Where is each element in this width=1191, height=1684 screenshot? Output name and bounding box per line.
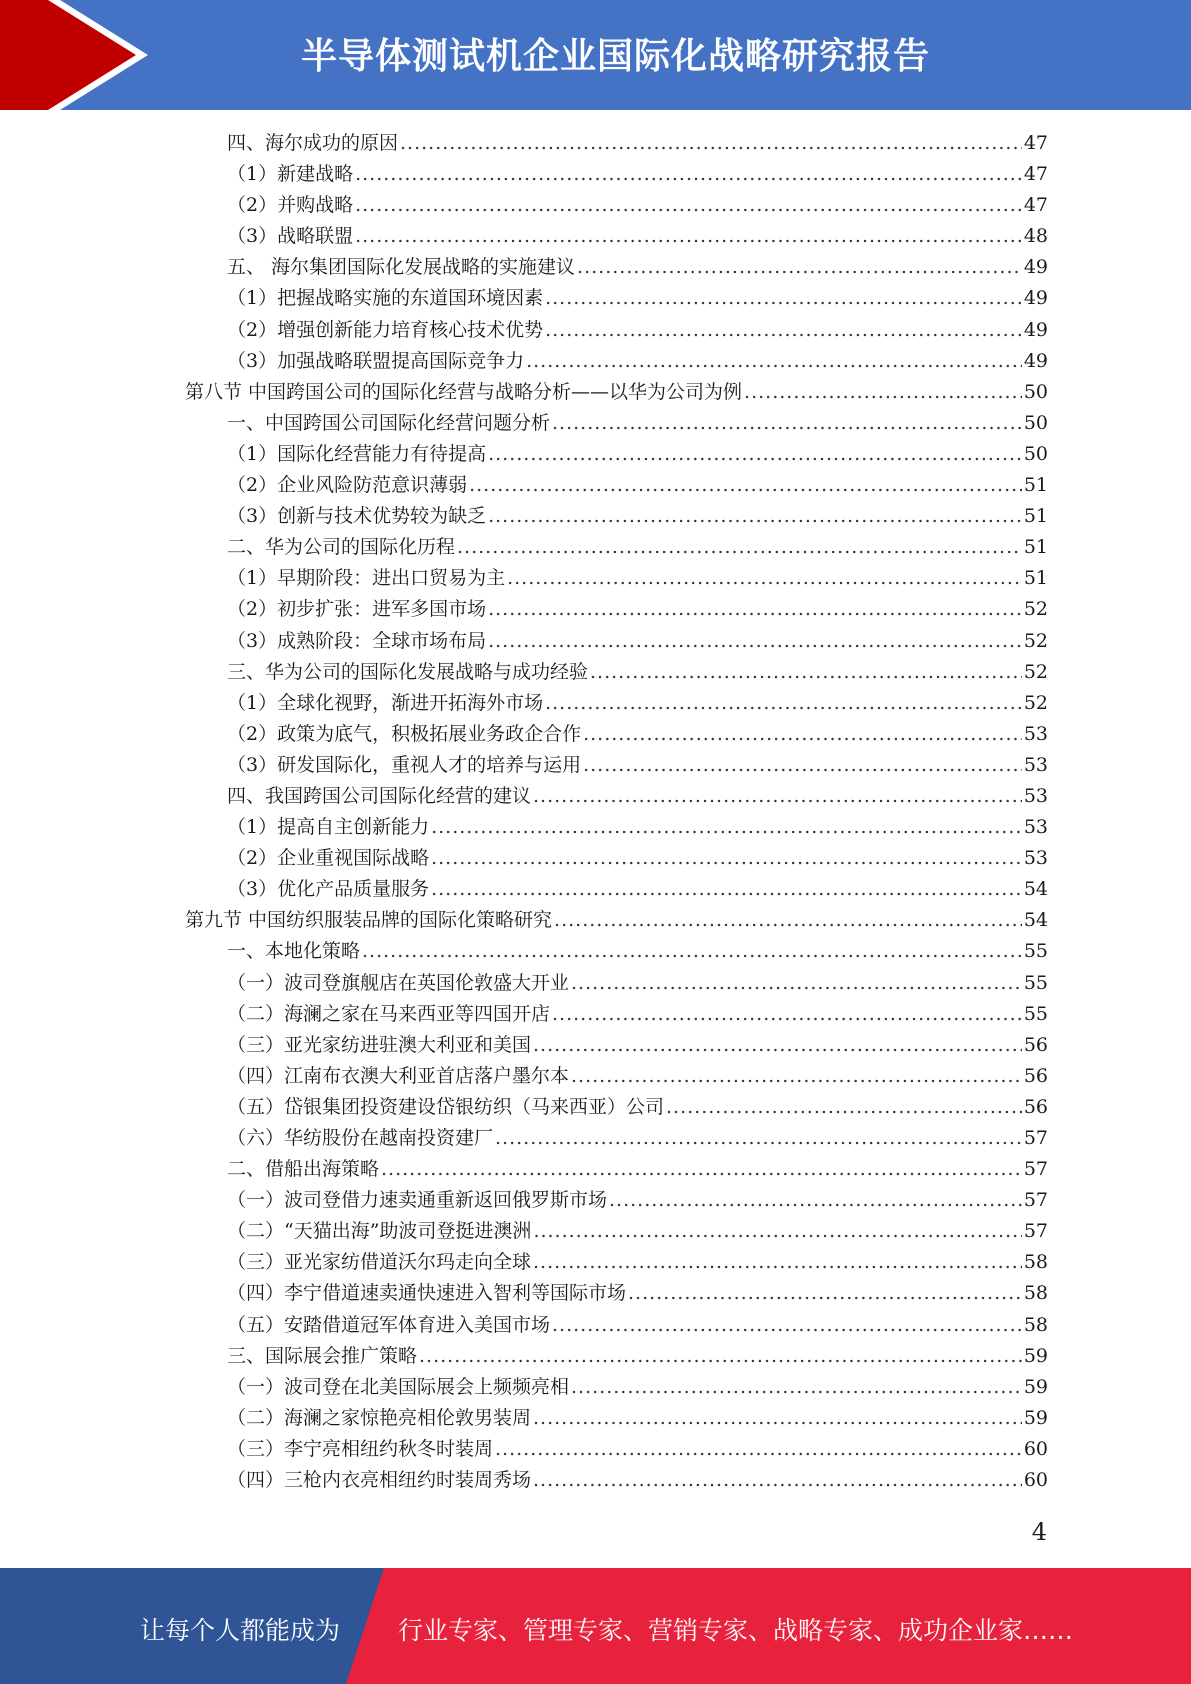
toc-entry-page: 49 bbox=[1023, 256, 1048, 279]
toc-entry[interactable] bbox=[0, 1123, 1191, 1154]
toc-entry[interactable] bbox=[0, 159, 1191, 190]
toc-leader-dots bbox=[431, 843, 1022, 874]
footer-slogan-left: 让每个人都能成为 bbox=[140, 1616, 341, 1645]
toc-entry-title: （一）波司登旗舰店在英国伦敦盛大开业 bbox=[227, 971, 570, 994]
toc-leader-dots bbox=[495, 1434, 1022, 1465]
toc-entry-page: 58 bbox=[1023, 1282, 1048, 1305]
toc-leader-dots bbox=[400, 128, 1022, 159]
toc-leader-dots bbox=[488, 501, 1022, 532]
toc-entry-page: 47 bbox=[1023, 163, 1048, 186]
toc-entry-page: 48 bbox=[1023, 225, 1048, 248]
toc-entry[interactable] bbox=[0, 221, 1191, 252]
toc-entry[interactable] bbox=[0, 1092, 1191, 1123]
toc-leader-dots bbox=[533, 1247, 1022, 1278]
toc-entry[interactable] bbox=[0, 688, 1191, 719]
toc-entry-page: 54 bbox=[1023, 878, 1048, 901]
toc-entry-title: 三、华为公司的国际化发展战略与成功经验 bbox=[227, 660, 589, 683]
toc-entry-page: 49 bbox=[1023, 287, 1048, 310]
toc-entry[interactable] bbox=[0, 626, 1191, 657]
toc-entry-page: 49 bbox=[1023, 349, 1048, 372]
toc-entry-page: 52 bbox=[1023, 660, 1048, 683]
toc-entry-title: （2）并购战略 bbox=[227, 194, 354, 217]
toc-entry[interactable] bbox=[0, 1372, 1191, 1403]
toc-entry-title: （3）战略联盟 bbox=[227, 225, 354, 248]
toc-entry-title: 四、我国跨国公司国际化经营的建议 bbox=[227, 784, 532, 807]
toc-entry-title: （1）国际化经营能力有待提高 bbox=[227, 442, 487, 465]
toc-entry[interactable] bbox=[0, 750, 1191, 781]
toc-entry-page: 53 bbox=[1023, 784, 1048, 807]
toc-entry-title: 第八节 中国跨国公司的国际化经营与战略分析——以华为公司为例 bbox=[185, 380, 743, 403]
toc-entry-page: 59 bbox=[1023, 1406, 1048, 1429]
toc-entry[interactable] bbox=[0, 905, 1191, 936]
toc-entry-title: （3）加强战略联盟提高国际竞争力 bbox=[227, 349, 525, 372]
toc-entry[interactable] bbox=[0, 1434, 1191, 1465]
toc-entry[interactable] bbox=[0, 128, 1191, 159]
toc-entry[interactable] bbox=[0, 470, 1191, 501]
toc-leader-dots bbox=[571, 1061, 1022, 1092]
toc-leader-dots bbox=[533, 1030, 1022, 1061]
toc-entry-page: 57 bbox=[1023, 1189, 1048, 1212]
toc-leader-dots bbox=[355, 190, 1022, 221]
toc-entry[interactable] bbox=[0, 1216, 1191, 1247]
toc-leader-dots bbox=[583, 750, 1022, 781]
toc-entry[interactable] bbox=[0, 843, 1191, 874]
toc-entry-page: 56 bbox=[1023, 1095, 1048, 1118]
toc-entry-page: 56 bbox=[1023, 1064, 1048, 1087]
toc-entry-page: 57 bbox=[1023, 1158, 1048, 1181]
toc-entry-page: 59 bbox=[1023, 1344, 1048, 1367]
toc-entry-page: 58 bbox=[1023, 1251, 1048, 1274]
toc-entry[interactable] bbox=[0, 377, 1191, 408]
toc-entry-title: 五、 海尔集团国际化发展战略的实施建议 bbox=[227, 256, 576, 279]
toc-entry-title: （五）安踏借道冠军体育进入美国市场 bbox=[227, 1313, 551, 1336]
toc-entry-page: 51 bbox=[1023, 536, 1048, 559]
toc-entry-title: （1）新建战略 bbox=[227, 163, 354, 186]
toc-leader-dots bbox=[571, 968, 1022, 999]
toc-entry-page: 52 bbox=[1023, 691, 1048, 714]
toc-entry[interactable] bbox=[0, 346, 1191, 377]
toc-leader-dots bbox=[744, 377, 1022, 408]
toc-entry-page: 59 bbox=[1023, 1375, 1048, 1398]
page-footer bbox=[0, 1568, 1191, 1684]
toc-entry-title: （三）李宁亮相纽约秋冬时装周 bbox=[227, 1437, 494, 1460]
toc-leader-dots bbox=[554, 905, 1022, 936]
toc-entry-page: 53 bbox=[1023, 816, 1048, 839]
toc-entry[interactable] bbox=[0, 1185, 1191, 1216]
toc-entry[interactable] bbox=[0, 719, 1191, 750]
toc-entry-title: （1）提高自主创新能力 bbox=[227, 816, 430, 839]
toc-entry-page: 56 bbox=[1023, 1033, 1048, 1056]
toc-entry-page: 49 bbox=[1023, 318, 1048, 341]
toc-leader-dots bbox=[355, 221, 1022, 252]
toc-entry-title: （四）江南布衣澳大利亚首店落户墨尔本 bbox=[227, 1064, 570, 1087]
toc-entry-page: 57 bbox=[1023, 1127, 1048, 1149]
toc-entry-page: 55 bbox=[1023, 971, 1048, 994]
toc-entry-title: 四、海尔成功的原因 bbox=[227, 132, 399, 154]
toc-entry[interactable] bbox=[0, 408, 1191, 439]
toc-entry[interactable] bbox=[0, 968, 1191, 999]
toc-leader-dots bbox=[495, 1123, 1022, 1154]
toc-entry[interactable] bbox=[0, 936, 1191, 967]
toc-entry-title: （1）把握战略实施的东道国环境因素 bbox=[227, 287, 544, 310]
toc-entry-title: 第九节 中国纺织服装品牌的国际化策略研究 bbox=[185, 909, 553, 932]
page-header bbox=[0, 0, 1191, 110]
toc-entry[interactable] bbox=[0, 563, 1191, 594]
toc-entry-page: 53 bbox=[1023, 753, 1048, 776]
toc-entry-title: 一、中国跨国公司国际化经营问题分析 bbox=[227, 411, 551, 434]
toc-entry-title: （1）全球化视野，渐进开拓海外市场 bbox=[227, 691, 544, 714]
toc-entry-page: 60 bbox=[1023, 1437, 1048, 1460]
toc-leader-dots bbox=[362, 936, 1022, 967]
toc-leader-dots bbox=[469, 470, 1022, 501]
toc-entry[interactable] bbox=[0, 190, 1191, 221]
toc-leader-dots bbox=[552, 999, 1022, 1030]
toc-leader-dots bbox=[457, 532, 1022, 563]
toc-entry-title: （1）早期阶段：进出口贸易为主 bbox=[227, 567, 506, 590]
toc-entry[interactable] bbox=[0, 439, 1191, 470]
toc-leader-dots bbox=[583, 719, 1022, 750]
toc-entry-page: 52 bbox=[1023, 598, 1048, 621]
toc-entry[interactable] bbox=[0, 1310, 1191, 1341]
toc-leader-dots bbox=[545, 283, 1022, 314]
toc-entry-page: 51 bbox=[1023, 505, 1048, 528]
toc-leader-dots bbox=[590, 657, 1022, 688]
toc-entry-title: （2）企业重视国际战略 bbox=[227, 847, 430, 870]
toc-entry-page: 53 bbox=[1023, 847, 1048, 870]
toc-leader-dots bbox=[431, 812, 1022, 843]
toc-entry[interactable] bbox=[0, 812, 1191, 843]
toc-entry[interactable] bbox=[0, 1247, 1191, 1278]
toc-entry-title: （2）增强创新能力培育核心技术优势 bbox=[227, 318, 544, 341]
toc-entry[interactable] bbox=[0, 1465, 1191, 1496]
toc-entry[interactable] bbox=[0, 283, 1191, 314]
toc-entry-page: 52 bbox=[1023, 629, 1048, 652]
toc-leader-dots bbox=[533, 781, 1022, 812]
toc-entry-title: （五）岱银集团投资建设岱银纺织（马来西亚）公司 bbox=[227, 1095, 665, 1118]
toc-entry-page: 57 bbox=[1023, 1220, 1048, 1243]
toc-entry-title: （三）亚光家纺借道沃尔玛走向全球 bbox=[227, 1251, 532, 1274]
toc-entry[interactable] bbox=[0, 1341, 1191, 1372]
toc-entry[interactable] bbox=[0, 532, 1191, 563]
table-of-contents bbox=[0, 128, 1191, 1496]
toc-entry-page: 53 bbox=[1023, 722, 1048, 745]
toc-entry-title: （一）波司登在北美国际展会上频频亮相 bbox=[227, 1375, 570, 1398]
toc-leader-dots bbox=[533, 1465, 1022, 1496]
toc-entry-title: （2）初步扩张：进军多国市场 bbox=[227, 598, 487, 621]
toc-entry[interactable] bbox=[0, 315, 1191, 346]
footer-slogan-right: 行业专家、管理专家、营销专家、战略专家、成功企业家…… bbox=[398, 1616, 1074, 1645]
toc-entry-page: 58 bbox=[1023, 1313, 1048, 1336]
toc-entry-title: （3）研发国际化，重视人才的培养与运用 bbox=[227, 753, 582, 776]
toc-entry-title: （一）波司登借力速卖通重新返回俄罗斯市场 bbox=[227, 1189, 608, 1212]
toc-entry-page: 50 bbox=[1023, 442, 1048, 465]
toc-entry-title: （三）亚光家纺进驻澳大利亚和美国 bbox=[227, 1033, 532, 1056]
toc-entry-title: （四）三枪内衣亮相纽约时装周秀场 bbox=[227, 1469, 532, 1492]
toc-entry[interactable] bbox=[0, 1403, 1191, 1434]
toc-entry-title: （二）海澜之家在马来西亚等四国开店 bbox=[227, 1002, 551, 1025]
toc-entry[interactable] bbox=[0, 1030, 1191, 1061]
toc-entry-page: 47 bbox=[1023, 132, 1048, 154]
toc-entry-title: （3）成熟阶段：全球市场布局 bbox=[227, 629, 487, 652]
document-title: 半导体测试机企业国际化战略研究报告 bbox=[300, 36, 930, 77]
toc-leader-dots bbox=[488, 439, 1022, 470]
toc-leader-dots bbox=[545, 688, 1022, 719]
toc-leader-dots bbox=[381, 1154, 1022, 1185]
toc-leader-dots bbox=[533, 1403, 1022, 1434]
toc-entry-title: 二、借船出海策略 bbox=[227, 1158, 380, 1181]
toc-entry-title: （二）海澜之家惊艳亮相伦敦男装周 bbox=[227, 1406, 532, 1429]
toc-leader-dots bbox=[419, 1341, 1022, 1372]
toc-leader-dots bbox=[533, 1216, 1021, 1247]
toc-entry-title: （3）创新与技术优势较为缺乏 bbox=[227, 505, 487, 528]
toc-entry-page: 60 bbox=[1023, 1469, 1048, 1492]
toc-entry-page: 54 bbox=[1023, 909, 1048, 932]
toc-entry[interactable] bbox=[0, 999, 1191, 1030]
toc-entry-title: （六）华纺股份在越南投资建厂 bbox=[227, 1127, 494, 1149]
toc-entry[interactable] bbox=[0, 1278, 1191, 1309]
toc-leader-dots bbox=[552, 408, 1022, 439]
toc-entry-page: 55 bbox=[1023, 940, 1048, 963]
toc-leader-dots bbox=[552, 1310, 1022, 1341]
toc-leader-dots bbox=[571, 1372, 1022, 1403]
toc-leader-dots bbox=[609, 1185, 1022, 1216]
toc-entry[interactable] bbox=[0, 874, 1191, 905]
toc-entry-title: （2）企业风险防范意识薄弱 bbox=[227, 474, 468, 497]
toc-entry[interactable] bbox=[0, 1154, 1191, 1185]
toc-entry[interactable] bbox=[0, 252, 1191, 283]
toc-leader-dots bbox=[488, 594, 1022, 625]
toc-entry-title: （2）政策为底气，积极拓展业务政企合作 bbox=[227, 722, 582, 745]
toc-leader-dots bbox=[431, 874, 1022, 905]
toc-leader-dots bbox=[507, 563, 1022, 594]
toc-entry-title: 二、华为公司的国际化历程 bbox=[227, 536, 456, 559]
toc-entry-title: 一、本地化策略 bbox=[227, 940, 361, 963]
toc-entry[interactable] bbox=[0, 501, 1191, 532]
toc-leader-dots bbox=[355, 159, 1022, 190]
toc-entry-page: 55 bbox=[1023, 1002, 1048, 1025]
toc-entry-title: （3）优化产品质量服务 bbox=[227, 878, 430, 901]
toc-entry[interactable] bbox=[0, 781, 1191, 812]
toc-entry-page: 51 bbox=[1023, 567, 1048, 590]
toc-leader-dots bbox=[526, 346, 1022, 377]
toc-entry-page: 50 bbox=[1023, 380, 1048, 403]
toc-entry[interactable] bbox=[0, 594, 1191, 625]
toc-leader-dots bbox=[488, 626, 1022, 657]
toc-entry-title: （四）李宁借道速卖通快速进入智利等国际市场 bbox=[227, 1282, 627, 1305]
page-number: 4 bbox=[1031, 1518, 1047, 1546]
toc-entry[interactable] bbox=[0, 657, 1191, 688]
toc-entry-page: 50 bbox=[1023, 411, 1048, 434]
toc-leader-dots bbox=[577, 252, 1022, 283]
toc-entry-title: （二）“天猫出海”助波司登挺进澳洲 bbox=[227, 1220, 532, 1243]
toc-entry-page: 47 bbox=[1023, 194, 1048, 217]
toc-entry-page: 51 bbox=[1023, 474, 1048, 497]
toc-leader-dots bbox=[628, 1278, 1022, 1309]
toc-leader-dots bbox=[666, 1092, 1022, 1123]
toc-entry[interactable] bbox=[0, 1061, 1191, 1092]
toc-leader-dots bbox=[545, 315, 1022, 346]
toc-entry-title: 三、国际展会推广策略 bbox=[227, 1344, 418, 1367]
